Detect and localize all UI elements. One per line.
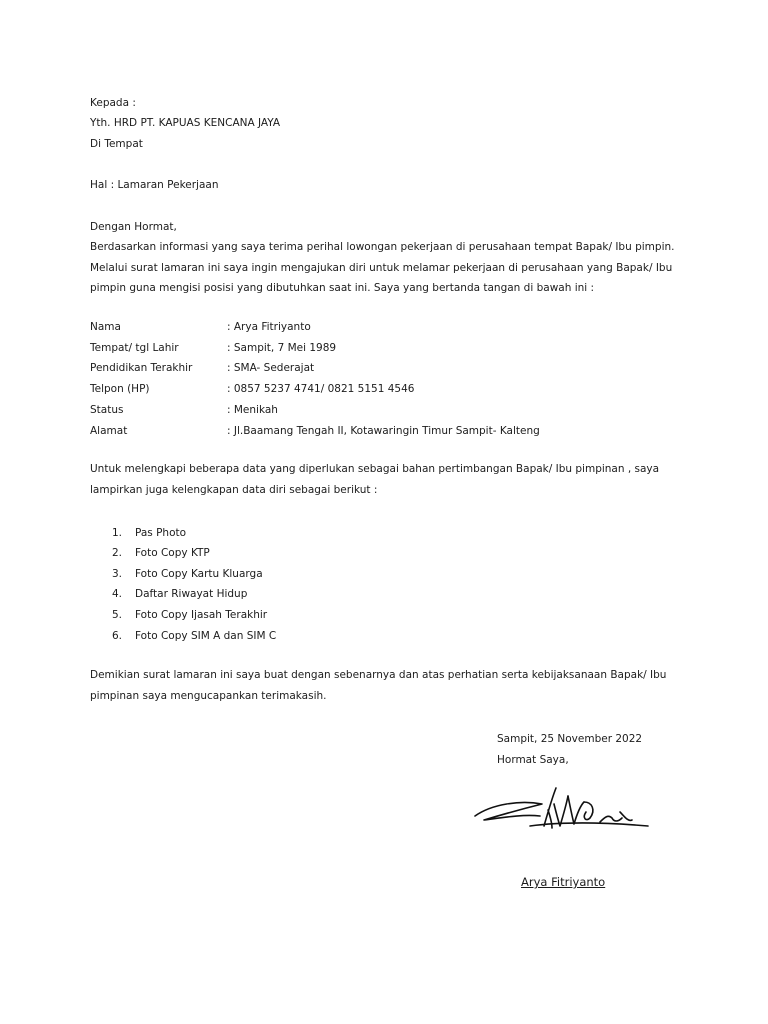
sign-name: Arya Fitriyanto [521, 875, 606, 889]
list-item [112, 548, 210, 559]
sign-place-date: Sampit, 25 November 2022 [497, 733, 643, 745]
identity-value-status: : Menikah [227, 404, 278, 416]
recipient-kepada: Kepada : [90, 97, 136, 109]
identity-label-birth: Tempat/ tgl Lahir [90, 342, 179, 354]
intro-paragraph: Berdasarkan informasi yang saya terima perihal lowongan pekerjaan di perusahaan tempat Bapak/ Ibu pimpin. Melalui surat lamaran ini saya ingin mengajukan diri untuk melamar pekerjaan di perusahaan yang Bapak/ Ibu pimpin guna mengisi posisi yang dibutuhkan saat ini. Saya yang bertanda tangan di bawah ini : [90, 241, 675, 294]
identity-value-address: : Jl.Baamang Tengah II, Kotawaringin Timur Sampit- Kalteng [227, 425, 540, 437]
list-item-text: Foto Copy KTP [135, 547, 210, 559]
recipient-yth: Yth. HRD PT. KAPUAS KENCANA JAYA [90, 117, 281, 129]
list-item [112, 631, 276, 642]
list-item [112, 610, 267, 621]
list-item-text: Foto Copy SIM A dan SIM C [135, 630, 277, 642]
list-item [112, 589, 247, 600]
attachment-intro-paragraph: Untuk melengkapi beberapa data yang diperlukan sebagai bahan pertimbangan Bapak/ Ibu pimpinan , saya lampirkan juga kelengkapan data diri sebagai berikut : [90, 463, 660, 496]
closing-paragraph: Demikian surat lamaran ini saya buat dengan sebenarnya dan atas perhatian serta kebijaksanaan Bapak/ Ibu pimpinan saya mengucapankan terimakasih. [90, 669, 667, 702]
handwritten-signature [470, 782, 660, 842]
identity-label-status: Status [90, 404, 124, 416]
identity-value-name: : Arya Fitriyanto [227, 321, 311, 333]
list-item [112, 528, 186, 539]
identity-value-birth: : Sampit, 7 Mei 1989 [227, 342, 337, 354]
list-item-number: 2. [112, 547, 123, 559]
identity-value-education: : SMA- Sederajat [227, 362, 315, 374]
identity-label-education: Pendidikan Terakhir [90, 362, 193, 374]
list-item-number: 5. [112, 609, 123, 621]
list-item-text: Daftar Riwayat Hidup [135, 588, 248, 600]
list-item-number: 3. [112, 568, 123, 580]
greeting: Dengan Hormat, [90, 221, 177, 233]
recipient-tempat: Di Tempat [90, 138, 143, 150]
list-item-text: Foto Copy Ijasah Terakhir [135, 609, 268, 621]
identity-label-name: Nama [90, 321, 121, 333]
identity-value-phone: : 0857 5237 4741/ 0821 5151 4546 [227, 383, 415, 395]
identity-label-phone: Telpon (HP) [90, 383, 150, 395]
list-item-text: Pas Photo [135, 527, 187, 539]
list-item [112, 569, 263, 580]
subject-line: Hal : Lamaran Pekerjaan [90, 179, 219, 191]
list-item-number: 4. [112, 588, 123, 600]
list-item-text: Foto Copy Kartu Kluarga [135, 568, 263, 580]
sign-regards: Hormat Saya, [497, 754, 569, 766]
list-item-number: 1. [112, 527, 123, 539]
list-item-number: 6. [112, 630, 123, 642]
identity-label-address: Alamat [90, 425, 128, 437]
